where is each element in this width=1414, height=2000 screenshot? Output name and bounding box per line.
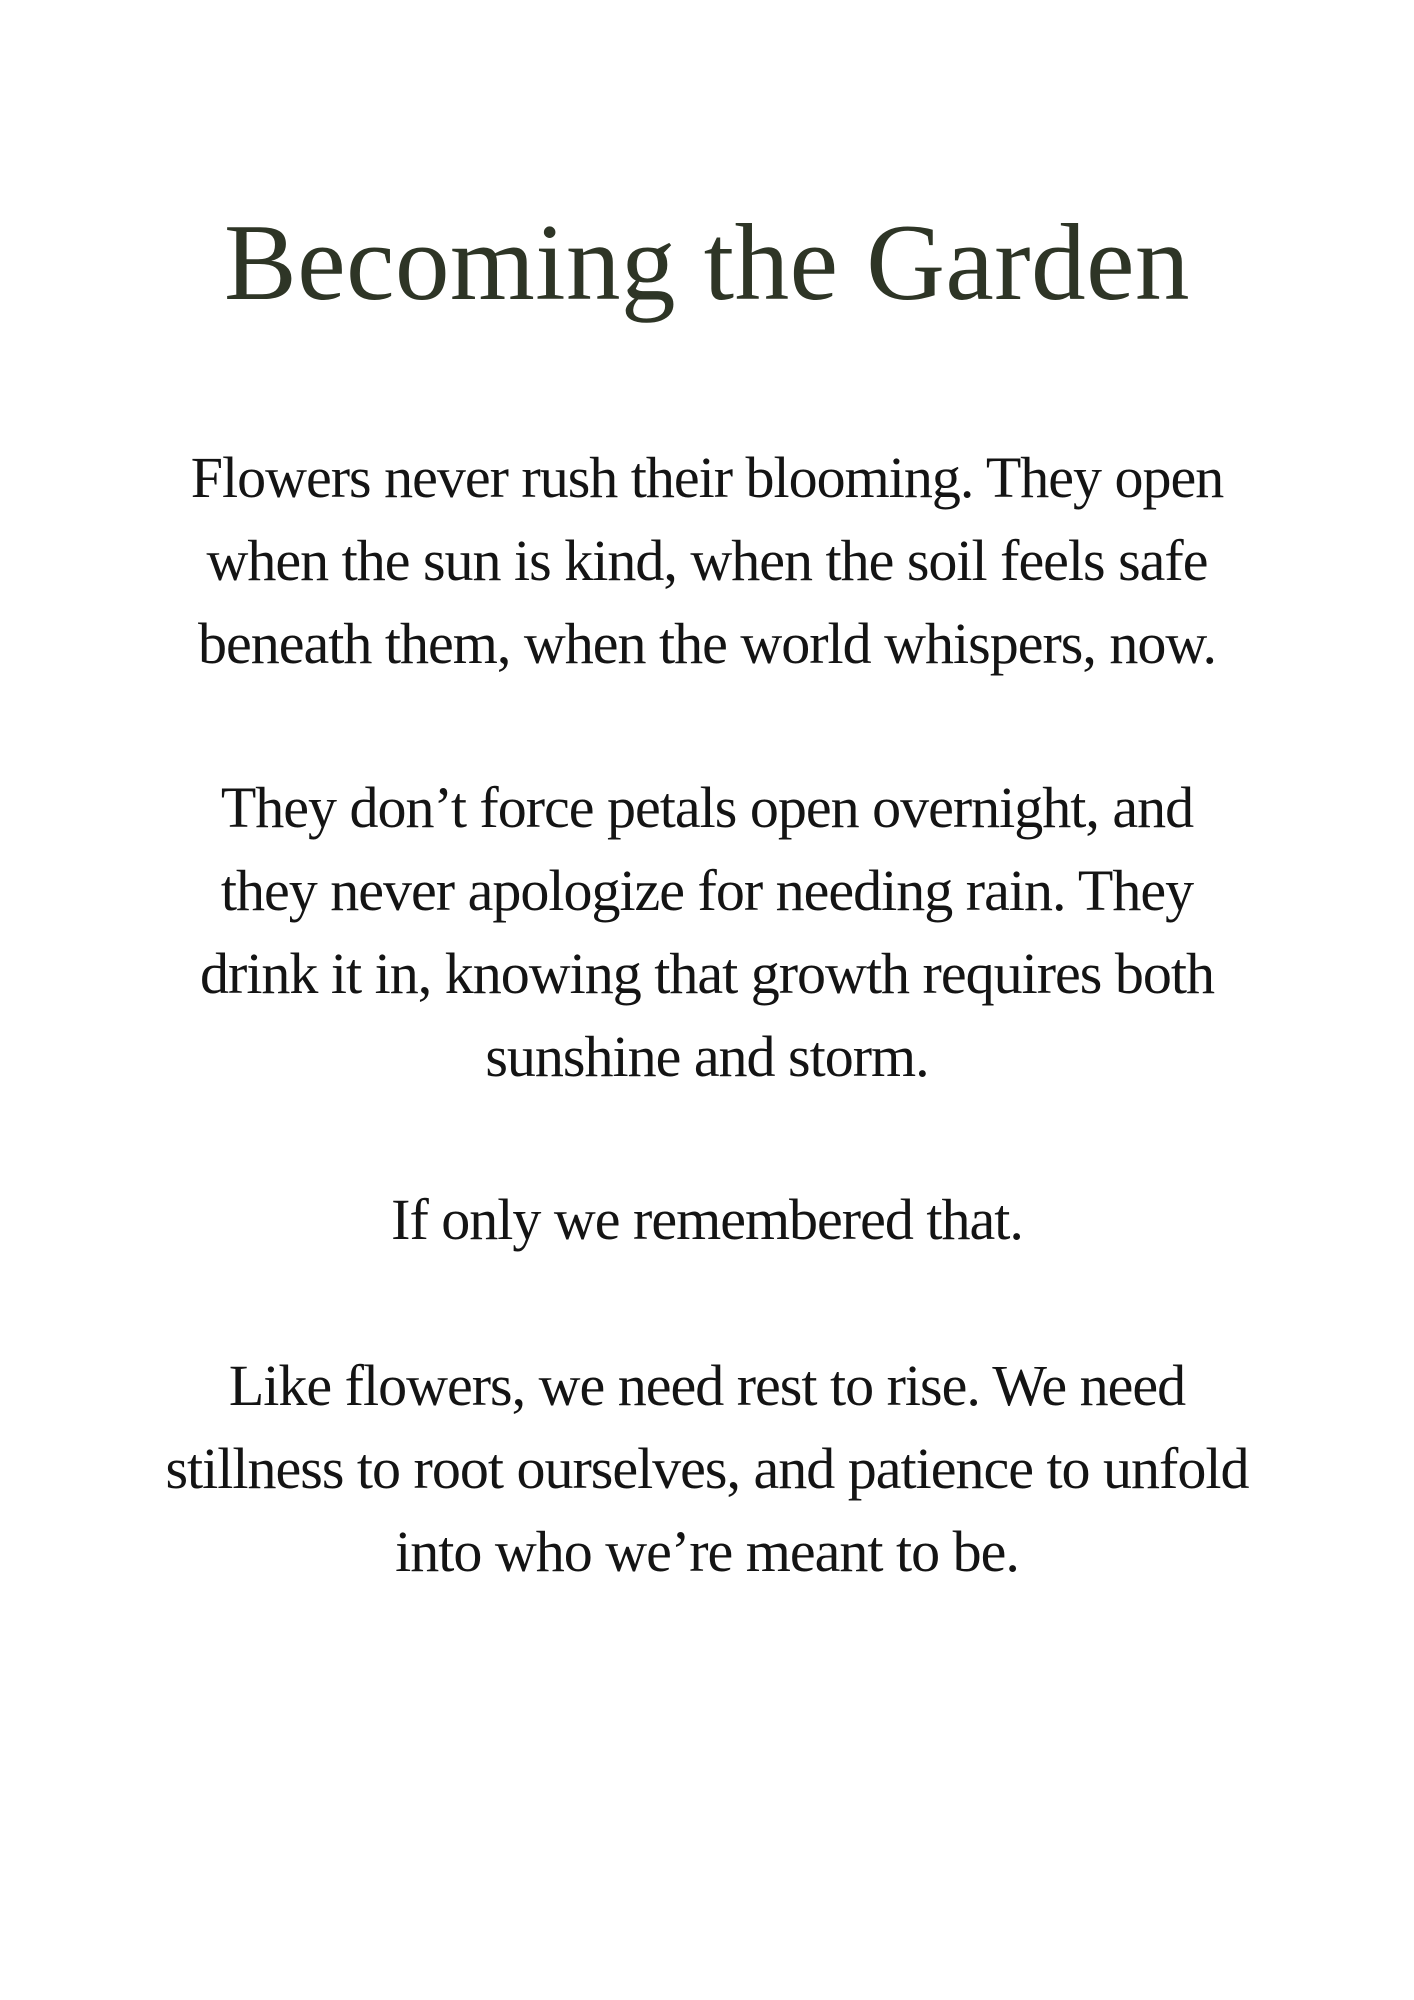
paragraph-1 [130,436,1284,685]
paragraph-3 [130,1178,1284,1261]
paragraph-line: Like flowers, we need rest to rise. We need [228,1353,1186,1418]
paragraph-4 [130,1344,1284,1593]
paragraph-line: drink it in, knowing that growth requires both [200,941,1214,1006]
paragraph-line: they never apologize for needing rain. They [220,858,1194,923]
paragraph-line: sunshine and storm. [485,1024,929,1089]
paragraph-line: If only we remembered that. [391,1187,1023,1252]
paragraph-line: beneath them, when the world whispers, now. [198,611,1216,676]
paragraph-line: Flowers never rush their blooming. They open [190,445,1224,510]
paragraph-line: stillness to root ourselves, and patience to unfold [165,1436,1249,1501]
paragraph-2 [130,766,1284,1098]
page-title: Becoming the Garden [224,202,1190,323]
paragraph-line: when the sun is kind, when the soil feels safe [206,528,1208,593]
paragraph-line: into who we’re meant to be. [395,1519,1019,1584]
paragraph-line: They don’t force petals open overnight, and [220,775,1194,840]
